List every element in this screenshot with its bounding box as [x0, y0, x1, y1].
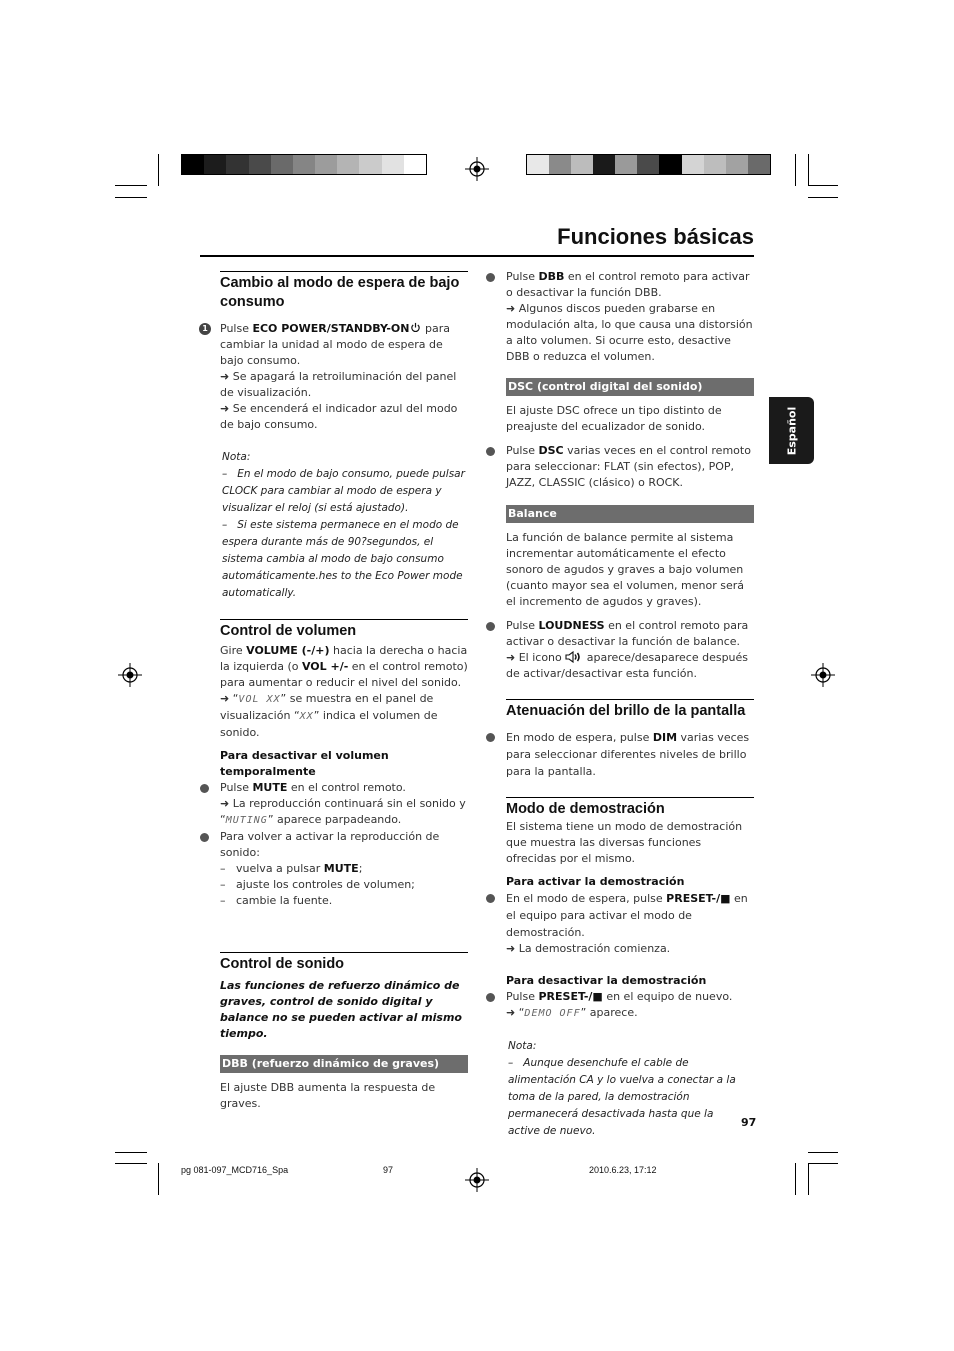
paragraph: La función de balance permite al sistema incrementar automáticamente el efecto sonoro de agudos y graves a bajo volumen (cuanto mayor sea el volumen, menor será el incremento de agudos y graves). [506, 531, 745, 608]
color-swatches-left [181, 154, 427, 175]
registration-mark-icon [465, 157, 489, 181]
bullet-icon [486, 273, 495, 282]
bullet-icon [200, 833, 209, 842]
color-swatch [293, 155, 315, 174]
color-swatch [359, 155, 381, 174]
intro-text: Las funciones de refuerzo dinámico de graves, control de sonido digital y balance no se pueden activar al mismo tiempo. [220, 979, 462, 1040]
color-swatch [226, 155, 248, 174]
section-heading: Atenuación del brillo de la pantalla [506, 699, 754, 721]
result-line: ➜ Se apagará la retroiluminación del panel de visualización. [220, 370, 457, 399]
dash: – [222, 468, 228, 480]
crop-mark [795, 1163, 796, 1195]
language-tab-label: Español [785, 406, 798, 455]
bullet-item: Pulse PRESET-/■ en el equipo de nuevo. ➜ “DEMO OFF” aparece. [506, 989, 754, 1022]
crop-mark [808, 1163, 838, 1164]
step-number-icon: 1 [199, 323, 211, 335]
crop-mark [115, 185, 147, 186]
registration-mark-icon [811, 663, 835, 687]
color-swatch [704, 155, 726, 174]
section-heading: Cambio al modo de espera de bajo consumo [220, 271, 468, 312]
crop-mark [808, 197, 838, 198]
bullet-icon [486, 993, 495, 1002]
bullet-icon [486, 894, 495, 903]
bullet-item: Pulse DBB en el control remoto para activar o desactivar la función DBB. ➜ Algunos discos pueden grabarse en modulación alta, lo que causa una distorsión a alto volumen. Si ocurre esto, desactive DBB o reduzca el volumen. [506, 269, 754, 365]
crop-mark [158, 1163, 159, 1195]
bullet-item: Pulse LOUDNESS en el control remoto para activar o desactivar la función de balance. ➜ El icono aparece/desaparece después de activar/desactivar esta función. [506, 618, 754, 682]
color-swatches-right [526, 154, 771, 175]
bullet-icon [200, 784, 209, 793]
subheading: Para desactivar la demostración [506, 974, 707, 987]
subheading: Para desactivar el volumen temporalmente [220, 749, 389, 778]
bullet-icon [486, 733, 495, 742]
note-text: En el modo de bajo consumo, puede pulsar CLOCK para cambiar al modo de espera y visualizar el reloj (si está ajustado). [222, 468, 465, 514]
color-swatch [527, 155, 549, 174]
color-swatch [615, 155, 637, 174]
loudness-icon [565, 651, 583, 663]
color-swatch [637, 155, 659, 174]
footer-date: 2010.6.23, 17:12 [589, 1165, 657, 1175]
crop-mark [115, 1152, 147, 1153]
color-swatch [315, 155, 337, 174]
result-line: ➜ Se encenderá el indicador azul del modo de bajo consumo. [220, 402, 458, 431]
paragraph: Gire VOLUME (-/+) hacia la derecha o hacia la izquierda (o VOL +/- en el control remoto) para aumentar o reducir el nivel del sonido. [220, 644, 468, 689]
button-name: ECO POWER/STANDBY-ON [252, 322, 410, 335]
color-swatch [404, 155, 426, 174]
section-bar: DSC (control digital del sonido) [506, 378, 754, 396]
color-swatch [549, 155, 571, 174]
left-column [202, 271, 468, 1112]
section-bar: DBB (refuerzo dinámico de graves) [220, 1055, 468, 1073]
crop-mark [808, 185, 838, 186]
crop-mark [115, 1163, 147, 1164]
color-swatch [682, 155, 704, 174]
dash-list: – vuelva a pulsar MUTE; – ajuste los controles de volumen; – cambie la fuente. [220, 862, 415, 907]
bullet-item: Pulse MUTE en el control remoto. ➜ La reproducción continuará sin el sonido y “MUTING” aparece parpadeando. [220, 780, 468, 829]
registration-mark-icon [465, 1168, 489, 1192]
section-heading: Modo de demostración [506, 797, 754, 819]
bullet-item: En el modo de espera, pulse PRESET-/■ en el equipo para activar el modo de demostración. ➜ La demostración comienza. [506, 890, 754, 957]
crop-mark [808, 154, 809, 186]
lcd-text: DEMO OFF [524, 1008, 581, 1019]
bullet-item: Para volver a activar la reproducción de sonido: [220, 829, 468, 861]
result-line: ➜ “VOL XX” se muestra en el panel de visualización “XX” indica el volumen de sonido. [220, 692, 438, 739]
color-swatch [726, 155, 748, 174]
crop-mark [808, 1152, 838, 1153]
crop-mark [808, 1163, 809, 1195]
crop-mark [795, 154, 796, 186]
section-bar: Balance [506, 505, 754, 523]
color-swatch [659, 155, 681, 174]
color-swatch [571, 155, 593, 174]
section-heading: Control de sonido [220, 952, 468, 974]
color-swatch [204, 155, 226, 174]
color-swatch [337, 155, 359, 174]
subheading: Para activar la demostración [506, 875, 685, 888]
section-heading: Control de volumen [220, 619, 468, 641]
lcd-text: VOL XX [238, 694, 281, 705]
crop-mark [158, 154, 159, 186]
color-swatch [593, 155, 615, 174]
bullet-item: Pulse DSC varias veces en el control remoto para seleccionar: FLAT (sin efectos), POP, JAZZ, CLASSIC (clásico) o ROCK. [506, 443, 754, 491]
footer-file: pg 081-097_MCD716_Spa [181, 1165, 289, 1175]
page-title: Funciones básicas [557, 224, 754, 249]
dash: – [222, 519, 228, 531]
bullet-icon [486, 622, 495, 631]
registration-mark-icon [118, 663, 142, 687]
language-tab [769, 397, 814, 464]
title-rule [200, 255, 754, 257]
color-swatch [382, 155, 404, 174]
step-item [202, 321, 468, 433]
right-column [506, 269, 757, 1140]
footer-page: 97 [383, 1165, 394, 1175]
text: Pulse [220, 322, 253, 335]
lcd-text: XX [299, 711, 314, 722]
color-swatch [271, 155, 293, 174]
text: para cambiar la unidad al modo de espera de bajo consumo. [220, 322, 450, 367]
bullet-item: En modo de espera, pulse DIM varias veces para seleccionar diferentes niveles de brillo para la pantalla. [506, 729, 754, 780]
color-swatch [748, 155, 770, 174]
paragraph: El ajuste DBB aumenta la respuesta de graves. [220, 1081, 436, 1110]
note: Nota: – Aunque desenchufe el cable de alimentación CA y lo vuelva a conectar a la toma de la pared, la demostración permanecerá desactivada hasta que la active de nuevo. [506, 1038, 740, 1140]
color-swatch [249, 155, 271, 174]
lcd-text: MUTING [225, 815, 268, 826]
bullet-icon [486, 447, 495, 456]
note-label: Nota: [508, 1040, 537, 1052]
color-swatch [182, 155, 204, 174]
note [220, 449, 468, 602]
paragraph: El ajuste DSC ofrece un tipo distinto de preajuste del ecualizador de sonido. [506, 404, 722, 433]
paragraph: El sistema tiene un modo de demostración que muestra las diversas funciones ofrecidas por el mismo. [506, 820, 743, 865]
note-text: Si este sistema permanece en el modo de espera durante más de 90?segundos, el sistema cambia al modo de bajo consumo automáticamente.hes to the Eco Power mode automatically. [222, 519, 463, 599]
crop-mark [115, 197, 147, 198]
note-label: Nota: [222, 451, 251, 463]
power-icon [410, 322, 421, 333]
page-number: 97 [741, 1116, 757, 1129]
